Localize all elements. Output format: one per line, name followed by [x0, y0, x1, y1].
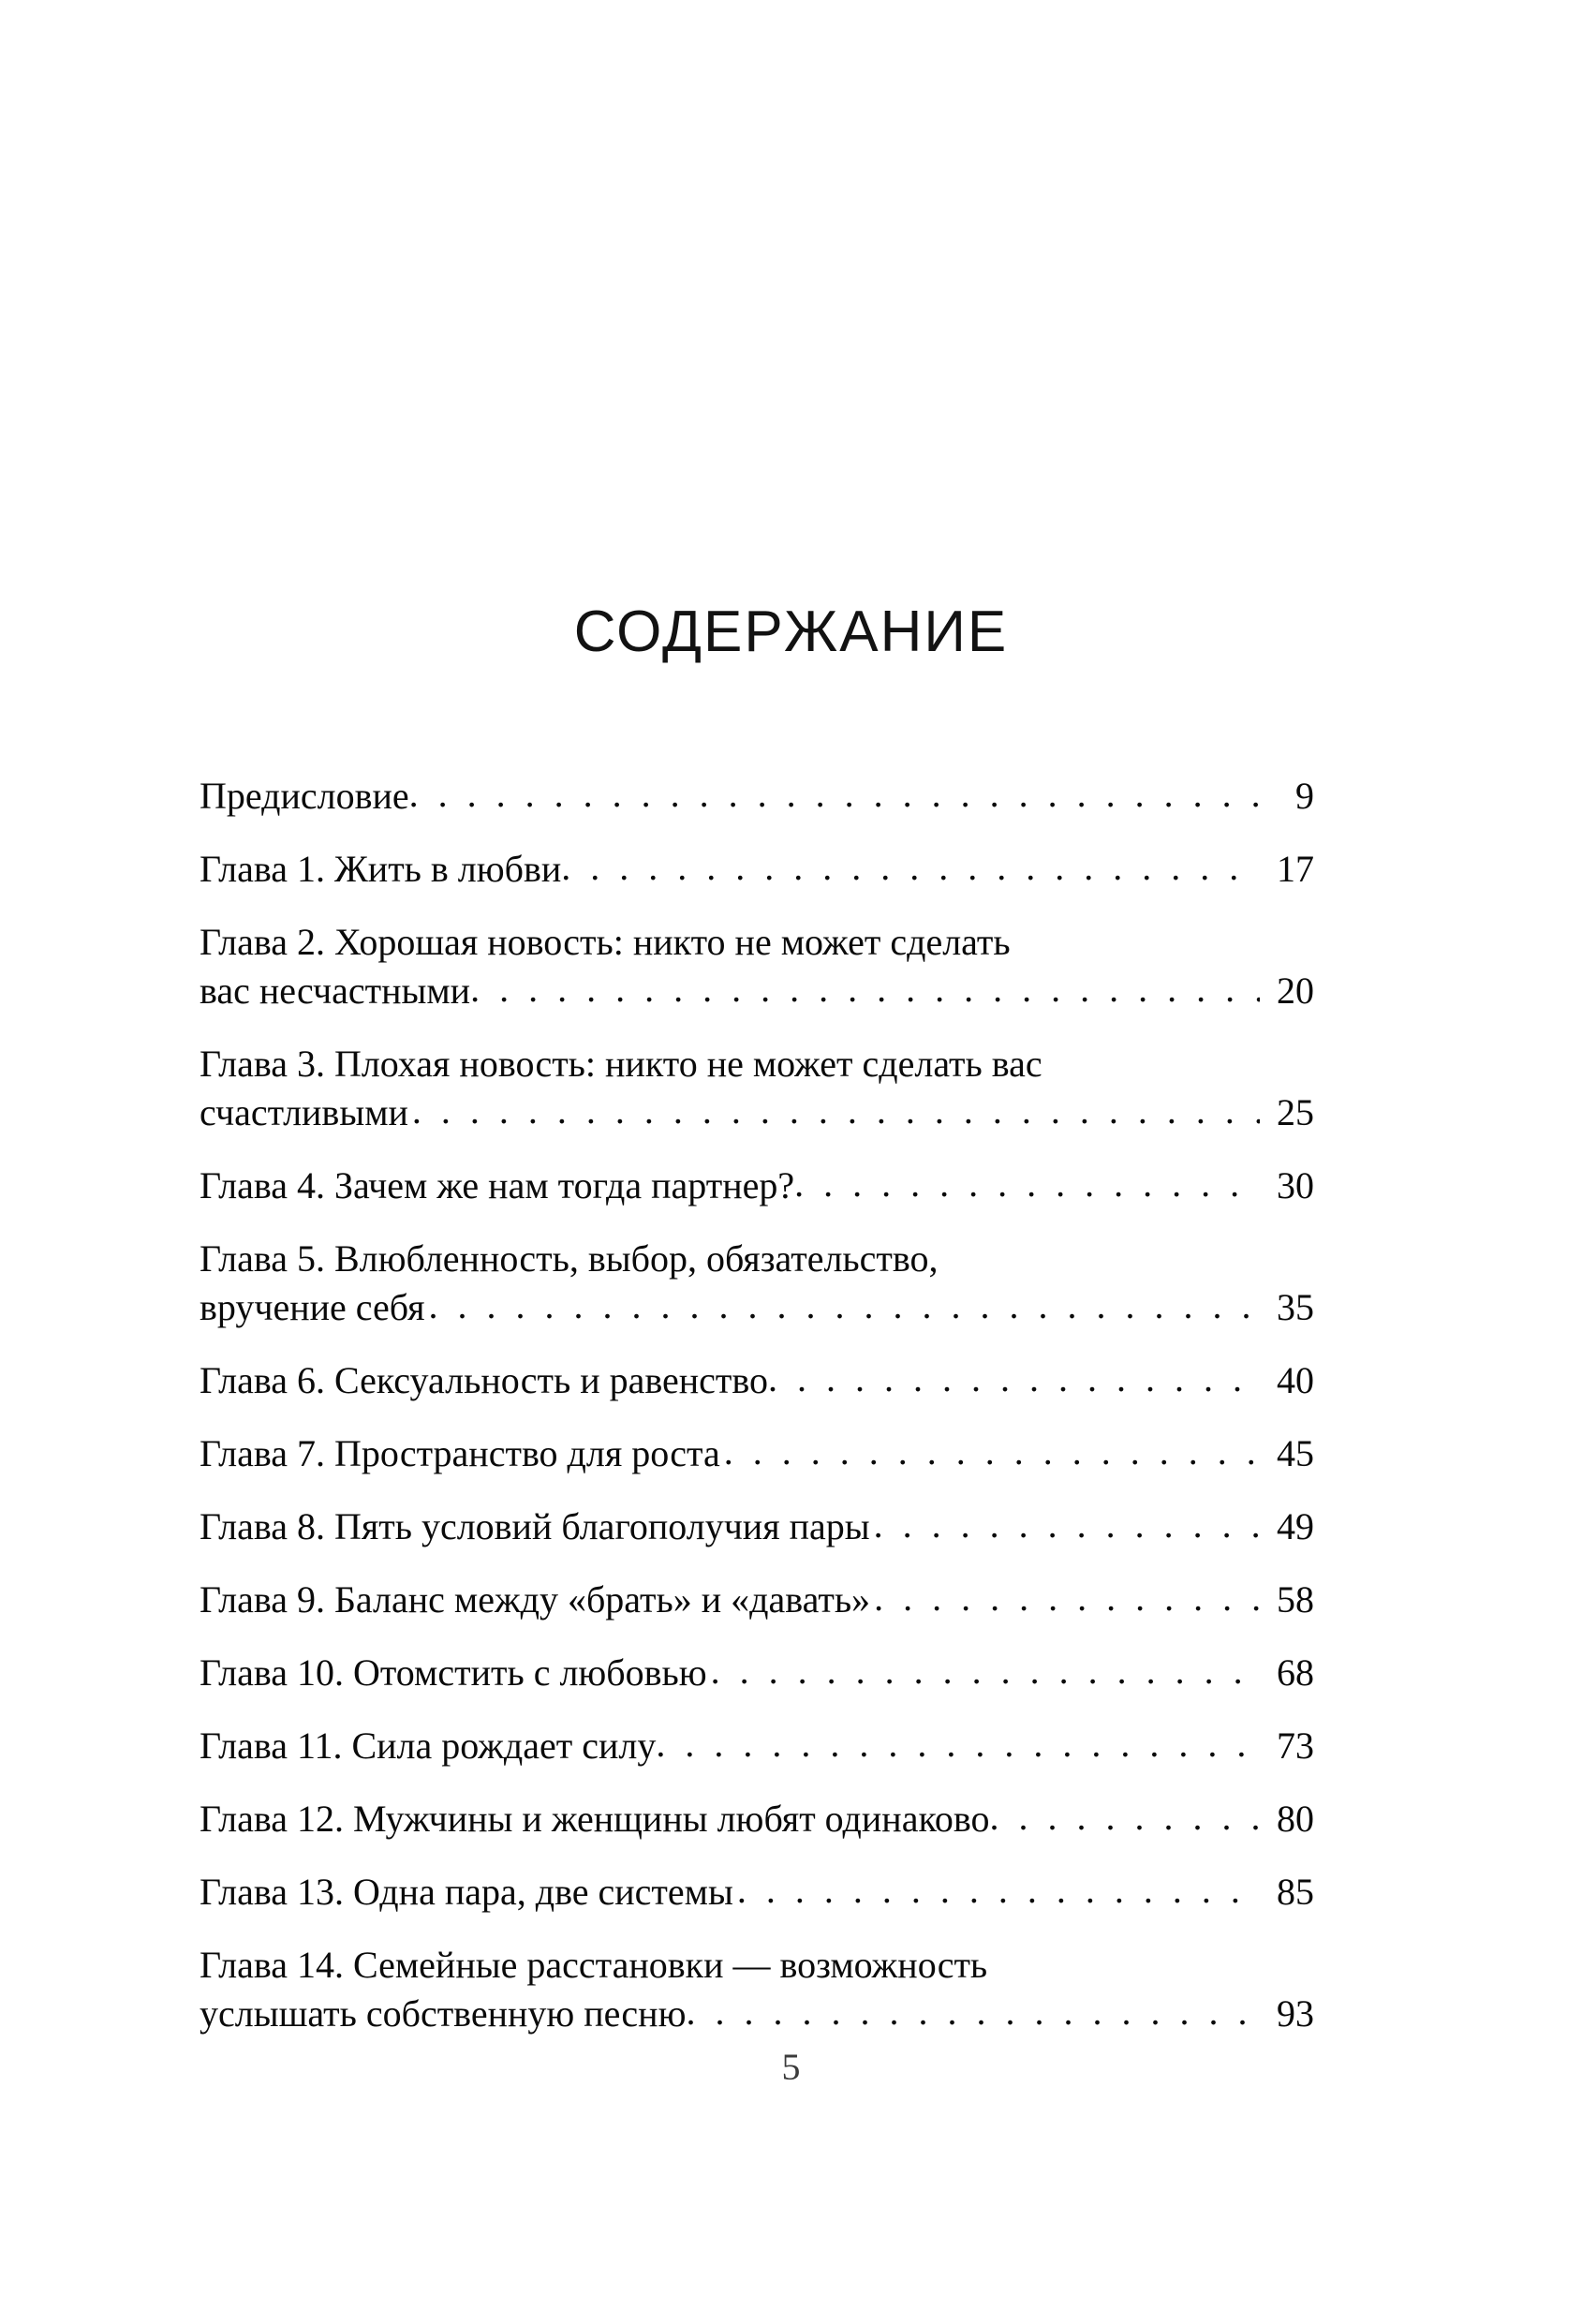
- toc-entry-title: Глава 2. Хорошая новость: никто не может сделать: [200, 921, 1011, 963]
- toc-entry-line-final: [200, 1990, 1314, 2038]
- toc-entry-title: Глава 7. Пространство для роста: [200, 1432, 720, 1474]
- toc-entry-title: Глава 13. Одна пара, две системы: [200, 1871, 733, 1913]
- toc-entry-line-final: [200, 1649, 1314, 1697]
- toc-entry[interactable]: [200, 1356, 1314, 1405]
- toc-entry-title: Предисловие: [200, 775, 409, 817]
- toc-entry-title: вас несчастными: [200, 970, 471, 1012]
- toc-entry-title: Глава 1. Жить в любви: [200, 848, 562, 890]
- dot-leader: [409, 770, 1260, 819]
- dot-leader: [768, 1354, 1260, 1403]
- toc-entry-page-number: 49: [1277, 1505, 1314, 1547]
- page-title: СОДЕРЖАНИЕ: [573, 599, 1009, 664]
- toc-entry[interactable]: [200, 1429, 1314, 1478]
- toc-entry-line-final: [200, 1283, 1314, 1332]
- toc-entry-line-wrap: [200, 1040, 1314, 1088]
- toc-entry-page-number: 80: [1277, 1798, 1314, 1840]
- dot-leader: [656, 1720, 1260, 1769]
- toc-entry-page-number: 9: [1295, 775, 1314, 817]
- table-of-contents: [200, 772, 1314, 2063]
- toc-entry-line-final: [200, 967, 1314, 1015]
- toc-entry-page-number: 17: [1277, 848, 1314, 890]
- toc-entry-page-number: 58: [1277, 1578, 1314, 1621]
- toc-entry[interactable]: [200, 1868, 1314, 1917]
- toc-entry-line-final: [200, 1722, 1314, 1770]
- toc-entry[interactable]: [200, 1649, 1314, 1697]
- toc-entry-title: Глава 14. Семейные расстановки — возможность: [200, 1944, 988, 1986]
- dot-leader: [470, 965, 1260, 1014]
- toc-entry-page-number: 30: [1277, 1164, 1314, 1206]
- toc-entry-title: Глава 12. Мужчины и женщины любят одинаково: [200, 1798, 990, 1840]
- toc-entry[interactable]: [200, 845, 1314, 894]
- toc-entry-line-final: [200, 772, 1314, 821]
- toc-entry-line-final: [200, 1088, 1314, 1137]
- toc-entry-page-number: 40: [1277, 1359, 1314, 1401]
- toc-entry-line-wrap: [200, 1235, 1314, 1283]
- toc-entry-page-number: 35: [1277, 1286, 1314, 1328]
- dot-leader: [711, 1647, 1260, 1695]
- toc-entry-page-number: 20: [1277, 970, 1314, 1012]
- toc-entry[interactable]: [200, 1040, 1314, 1137]
- toc-entry-title: Глава 11. Сила рождает силу: [200, 1724, 657, 1767]
- toc-entry-line-final: [200, 845, 1314, 894]
- toc-entry-line-final: [200, 1868, 1314, 1917]
- toc-entry[interactable]: [200, 1795, 1314, 1843]
- toc-entry[interactable]: [200, 1576, 1314, 1624]
- toc-entry-line-wrap: [200, 918, 1314, 967]
- dot-leader: [737, 1866, 1260, 1915]
- toc-entry-line-final: [200, 1576, 1314, 1624]
- dot-leader: [794, 1160, 1260, 1208]
- toc-entry[interactable]: [200, 1502, 1314, 1551]
- toc-entry-page-number: 85: [1277, 1871, 1314, 1913]
- toc-entry-page-number: 25: [1277, 1091, 1314, 1133]
- toc-entry[interactable]: [200, 1941, 1314, 2038]
- toc-entry[interactable]: [200, 918, 1314, 1015]
- toc-entry-title: услышать собственную песню: [200, 1992, 687, 2035]
- toc-entry-page-number: 68: [1277, 1651, 1314, 1694]
- toc-entry-title: счастливыми: [200, 1091, 408, 1133]
- toc-entry-page-number: 73: [1277, 1724, 1314, 1767]
- dot-leader: [874, 1501, 1260, 1549]
- toc-entry-line-final: [200, 1502, 1314, 1551]
- dot-leader: [429, 1281, 1260, 1330]
- dot-leader: [561, 843, 1260, 892]
- toc-entry-title: Глава 4. Зачем же нам тогда партнер?: [200, 1164, 795, 1206]
- toc-entry-page-number: 45: [1277, 1432, 1314, 1474]
- toc-entry-title: Глава 10. Отомстить с любовью: [200, 1651, 707, 1694]
- toc-entry-title: Глава 6. Сексуальность и равенство: [200, 1359, 769, 1401]
- dot-leader: [412, 1087, 1260, 1135]
- toc-entry-line-final: [200, 1795, 1314, 1843]
- dot-leader: [989, 1793, 1260, 1842]
- toc-entry-title: Глава 3. Плохая новость: никто не может сделать вас: [200, 1043, 1042, 1085]
- toc-entry-line-wrap: [200, 1941, 1314, 1990]
- toc-entry-line-final: [200, 1429, 1314, 1478]
- toc-entry-line-final: [200, 1162, 1314, 1210]
- toc-entry-title: Глава 8. Пять условий благополучия пары: [200, 1505, 870, 1547]
- toc-entry-title: Глава 5. Влюбленность, выбор, обязательство,: [200, 1237, 939, 1280]
- toc-entry-line-final: [200, 1356, 1314, 1405]
- toc-entry[interactable]: [200, 1722, 1314, 1770]
- toc-entry[interactable]: [200, 1235, 1314, 1332]
- toc-entry-title: Глава 9. Баланс между «брать» и «давать»: [200, 1578, 871, 1621]
- dot-leader: [686, 1988, 1260, 2036]
- dot-leader: [874, 1574, 1260, 1622]
- toc-entry-title: вручение себя: [200, 1286, 425, 1328]
- toc-entry-page-number: 93: [1277, 1992, 1314, 2035]
- dot-leader: [724, 1428, 1260, 1476]
- toc-entry[interactable]: [200, 772, 1314, 821]
- page-folio-number: 5: [781, 2046, 801, 2088]
- toc-entry[interactable]: [200, 1162, 1314, 1210]
